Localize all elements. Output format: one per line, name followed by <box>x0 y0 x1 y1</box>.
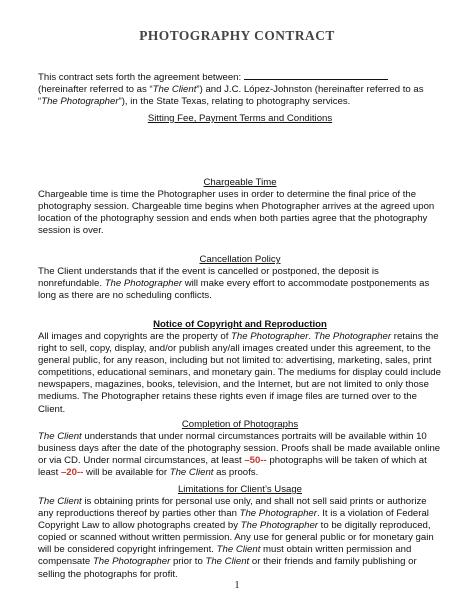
limitations-heading: Limitations for Client’s Usage <box>177 484 303 495</box>
completion-body: The Client understands that under normal circumstances portraits will be available within 10 business days after the date of the photography session. Proofs shall be made available online or via CD. Under normal circumstances, at least –50-- photographs will be taken of which at least –20-- will be available for The Client as proofs. <box>38 431 441 479</box>
page-number: 1 <box>234 580 240 591</box>
sitting-fee-heading: Sitting Fee, Payment Terms and Conditions <box>147 113 333 124</box>
page-title: PHOTOGRAPHY CONTRACT <box>139 28 335 43</box>
copyright-body: All images and copyrights are the property of The Photographer. The Photographer retains the right to sell, copy, display, and/or publish any/all images created under this agreement, to the general public, for any reason, including but not limited to: advertising, marketing, sales, print competitions, educational seminars, and monetary gain. The mediums for display could include newspapers, magazines, books, television, and the Internet, but are not limited to only those mediums. The Photographer retains these rights even if image files are turned over to the Client. <box>38 331 441 415</box>
photo-count-proofs: –20-- <box>60 467 84 479</box>
photo-count-taken: –50-- <box>244 455 267 467</box>
copyright-heading: Notice of Copyright and Reproduction <box>153 319 327 330</box>
cancellation-heading: Cancellation Policy <box>199 254 281 265</box>
intro-line-1: This contract sets forth the agreement between: <box>38 72 242 83</box>
chargeable-time-body: Chargeable time is time the Photographer uses in order to determine the final price of the photography session. Chargeable time begins when Photographer arrives at the agreed upon location of the photography session and ends when both parties agree that the photography session is over. <box>38 189 435 237</box>
completion-heading: Completion of Photographs <box>181 419 299 430</box>
limitations-body: The Client is obtaining prints for personal use only, and shall not sell said prints or authorize any reproductions thereof by parties other than The Photographer. It is a violation of Federal Copyright Law to allow photographs created by The Photographer to be digitally reproduced, copied or scanned without written permission. Any use for general public or for monetary gain will be considered copyright infringement. The Client must obtain written permission and compensate The Photographer prior to The Client or their friends and family publishing or selling the photographs for profit. <box>38 496 434 580</box>
chargeable-time-heading: Chargeable Time <box>203 177 277 188</box>
intro-paragraph: This contract sets forth the agreement between: (hereinafter referred to as “The Client”) and J.C. López-Johnston (hereinafter referred to as “The Photographer”), in the State Texas, relating to photography services. <box>38 72 424 108</box>
client-name-blank <box>244 71 388 80</box>
cancellation-body: The Client understands that if the event is cancelled or postponed, the deposit is nonrefundable. The Photographer will make every effort to accommodate postponements as long as there are no scheduling conflicts. <box>38 266 430 302</box>
